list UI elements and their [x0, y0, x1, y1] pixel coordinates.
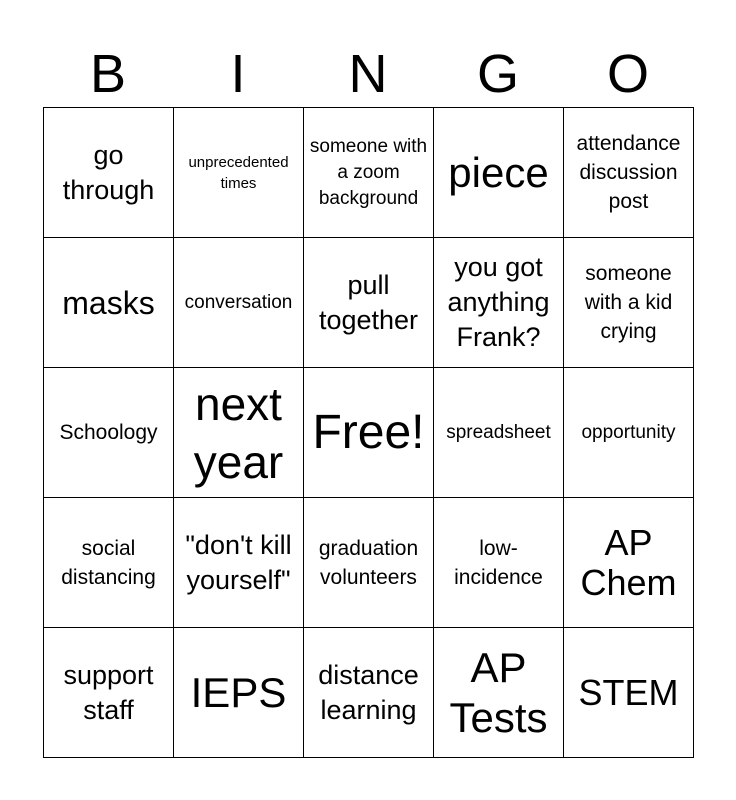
cell-text: graduation volunteers [318, 536, 419, 589]
bingo-cell[interactable] [174, 628, 304, 758]
bingo-cell[interactable] [304, 108, 434, 238]
bingo-cell[interactable] [174, 108, 304, 238]
cell-text: attendance discussion post [576, 132, 681, 213]
cell-text: pull together [318, 269, 419, 335]
bingo-cell[interactable] [44, 238, 174, 368]
bingo-cell[interactable] [564, 628, 694, 758]
bingo-cell[interactable] [44, 498, 174, 628]
header-letter-g: G [476, 44, 519, 104]
bingo-cell[interactable] [434, 628, 564, 758]
bingo-cell[interactable] [304, 238, 434, 368]
bingo-cell[interactable] [564, 238, 694, 368]
bingo-board [43, 107, 694, 758]
cell-text: AP Chem [580, 521, 677, 603]
cell-text: next year [193, 377, 284, 488]
bingo-cell[interactable] [434, 238, 564, 368]
header-letter-i: I [230, 44, 246, 104]
cell-text: conversation [184, 291, 293, 313]
cell-text: distance learning [318, 659, 419, 725]
bingo-cell[interactable] [174, 498, 304, 628]
bingo-cell[interactable] [304, 498, 434, 628]
header-letter-b: B [89, 44, 127, 104]
cell-text: unprecedented times [188, 153, 289, 192]
cell-text: piece [448, 148, 549, 196]
header-letter-o: O [606, 44, 649, 104]
cell-text: Schoology [59, 421, 158, 444]
cell-text: IEPS [190, 668, 287, 716]
bingo-cell[interactable] [44, 368, 174, 498]
cell-text: STEM [578, 671, 679, 713]
bingo-cell[interactable] [434, 108, 564, 238]
cell-text: masks [62, 284, 155, 321]
bingo-cell[interactable] [174, 238, 304, 368]
free-space-cell[interactable] [304, 368, 434, 498]
bingo-cell[interactable] [564, 498, 694, 628]
free-space-text: Free! [312, 405, 425, 459]
cell-text: someone with a zoom background [309, 135, 428, 209]
cell-text: "don't kill yourself" [185, 529, 292, 595]
bingo-cell[interactable] [434, 368, 564, 498]
bingo-cell[interactable] [174, 368, 304, 498]
cell-text: someone with a kid crying [584, 262, 673, 343]
bingo-cell[interactable] [564, 368, 694, 498]
cell-text: spreadsheet [446, 421, 551, 443]
bingo-cell[interactable] [434, 498, 564, 628]
cell-text: AP Tests [449, 643, 548, 741]
bingo-header [43, 40, 693, 108]
bingo-cell[interactable] [304, 628, 434, 758]
bingo-cell[interactable] [564, 108, 694, 238]
bingo-cell[interactable] [44, 628, 174, 758]
header-letter-n: N [348, 44, 388, 104]
cell-text: low-incidence [454, 536, 543, 589]
cell-text: you got anything Frank? [447, 252, 550, 352]
cell-text: social distancing [61, 536, 156, 589]
cell-text: support staff [63, 659, 154, 725]
cell-text: opportunity [581, 421, 676, 443]
bingo-cell[interactable] [44, 108, 174, 238]
cell-text: go through [62, 139, 155, 205]
